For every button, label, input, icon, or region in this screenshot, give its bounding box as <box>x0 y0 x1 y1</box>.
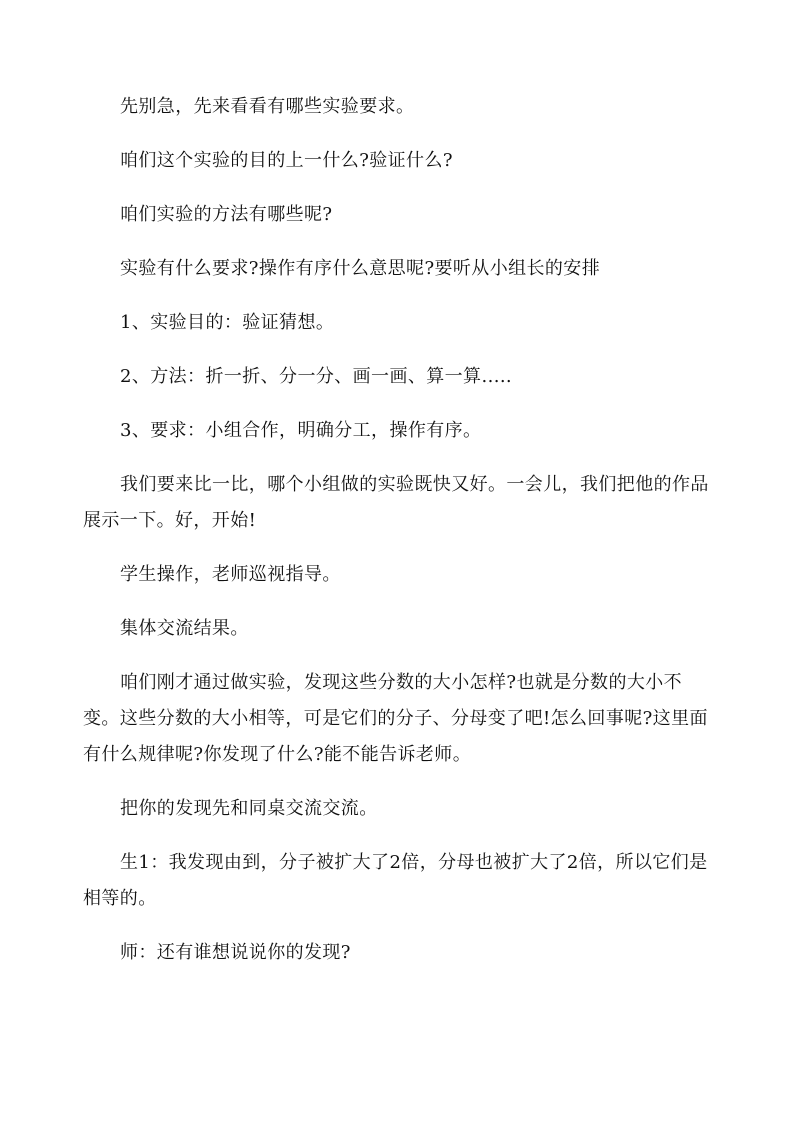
paragraph: 学生操作，老师巡视指导。 <box>120 564 341 585</box>
paragraph: 咱们刚才通过做实验，发现这些分数的大小怎样?也就是分数的大小不变。这些分数的大小相等，可是它们的分子、分母变了吧!怎么回事呢?这里面有什么规律呢?你发现了什么?能不能告诉老师。 <box>83 672 708 765</box>
paragraph: 咱们这个实验的目的上一什么?验证什么? <box>120 150 453 171</box>
paragraph: 生1：我发现由到，分子被扩大了2倍，分母也被扩大了2倍，所以它们是相等的。 <box>83 852 708 909</box>
paragraph: 1、实验目的：验证猜想。 <box>120 312 335 333</box>
paragraph-spacer <box>83 773 713 791</box>
paragraph-spacer <box>83 827 713 845</box>
paragraph-spacer <box>83 233 713 251</box>
paragraph-spacer <box>83 287 713 305</box>
paragraph-spacer <box>83 917 713 935</box>
document-body <box>83 89 713 971</box>
paragraph-spacer <box>83 593 713 611</box>
paragraph: 把你的发现先和同桌交流交流。 <box>120 798 378 819</box>
paragraph-spacer <box>83 341 713 359</box>
paragraph: 实验有什么要求?操作有序什么意思呢?要听从小组长的安排 <box>120 258 601 279</box>
paragraph-spacer <box>83 125 713 143</box>
paragraph: 2、方法：折一折、分一分、画一画、算一算..... <box>120 366 513 387</box>
paragraph: 咱们实验的方法有哪些呢? <box>120 204 333 225</box>
paragraph-spacer <box>83 647 713 665</box>
paragraph-spacer <box>83 179 713 197</box>
paragraph-spacer <box>83 395 713 413</box>
paragraph-spacer <box>83 449 713 467</box>
paragraph: 集体交流结果。 <box>120 618 249 639</box>
paragraph: 先别急，先来看看有哪些实验要求。 <box>120 96 415 117</box>
paragraph-spacer <box>83 539 713 557</box>
paragraph: 师：还有谁想说说你的发现? <box>120 942 351 963</box>
paragraph: 3、要求：小组合作，明确分工，操作有序。 <box>120 420 482 441</box>
paragraph: 我们要来比一比，哪个小组做的实验既快又好。一会儿，我们把他的作品展示一下。好，开始! <box>83 474 709 531</box>
